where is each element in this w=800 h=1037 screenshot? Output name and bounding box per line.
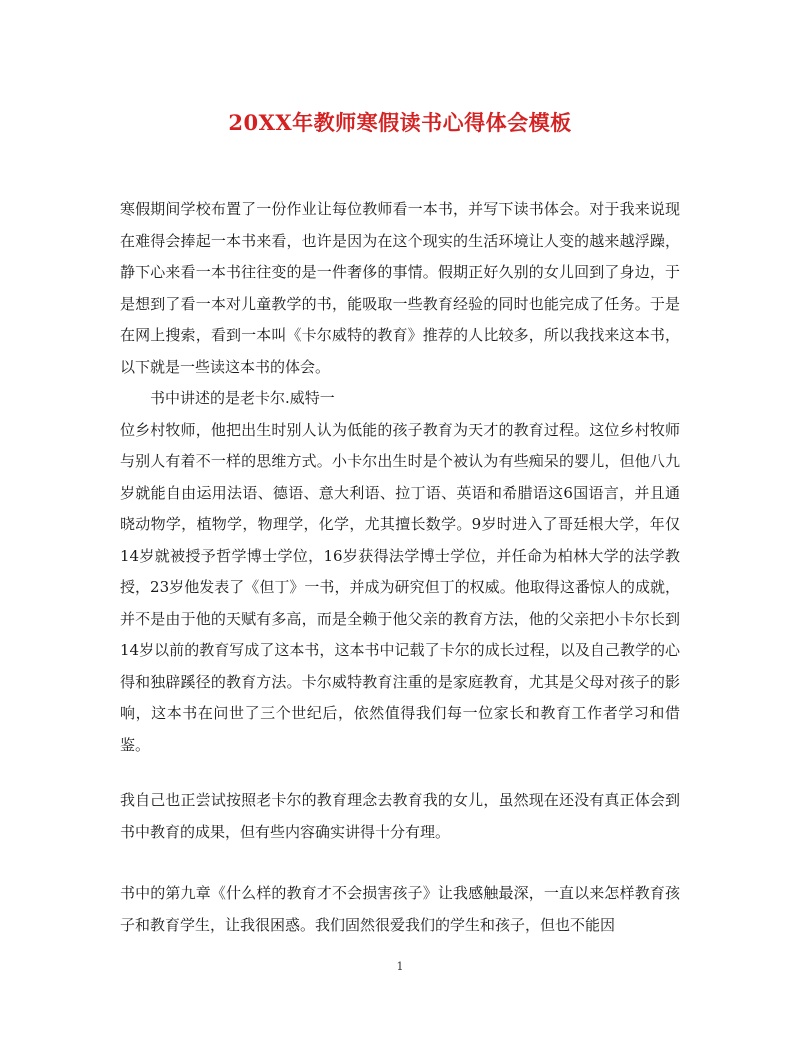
paragraph-1: 寒假期间学校布置了一份作业让每位教师看一本书，并写下读书体会。对于我来说现在难得会捧起一本书来看，也许是因为在这个现实的生活环境让人变的越来越浮躁，静下心来看一本书往往变的是一件奢侈的事情。假期正好久别的女儿回到了身边，于是想到了看一本对儿童教学的书，能吸取一些教育经验的同时也能完成了任务。于是在网上搜索，看到一本叫《卡尔威特的教育》推荐的人比较多，所以我找来这本书，以下就是一些读这本书的体会。 <box>120 200 680 376</box>
document-body <box>120 194 680 941</box>
document-title: 20XX年教师寒假读书心得体会模板 <box>228 110 572 135</box>
paragraph-5: 书中的第九章《什么样的教育才不会损害孩子》让我感触最深，一直以来怎样教育孩子和教育学生，让我很困惑。我们固然很爱我们的学生和孩子，但也不能因 <box>120 884 680 934</box>
paragraph-3: 位乡村牧师，他把出生时别人认为低能的孩子教育为天才的教育过程。这位乡村牧师与别人有着不一样的思维方式。小卡尔出生时是个被认为有些痴呆的婴儿，但他八九岁就能自由运用法语、德语、意大利语、拉丁语、英语和希腊语这6国语言，并且通晓动物学，植物学，物理学，化学，尤其擅长数学。9岁时进入了哥廷根大学，年仅14岁就被授予哲学博士学位，16岁获得法学博士学位，并任命为柏林大学的法学教授，23岁他发表了《但丁》一书，并成为研究但丁的权威。他取得这番惊人的成就，并不是由于他的天赋有多高，而是全赖于他父亲的教育方法，他的父亲把小卡尔长到14岁以前的教育写成了这本书，这本书中记载了卡尔的成长过程，以及自己教学的心得和独辟蹊径的教育方法。卡尔威特教育注重的是家庭教育，尤其是父母对孩子的影响，这本书在问世了三个世纪后，依然值得我们每一位家长和教育工作者学习和借鉴。 <box>120 420 680 754</box>
paragraph-2: 书中讲述的是老卡尔.威特一 <box>150 389 335 407</box>
page-number: 1 <box>396 960 404 973</box>
paragraph-4: 我自己也正尝试按照老卡尔的教育理念去教育我的女儿，虽然现在还没有真正体会到书中教育的成果，但有些内容确实讲得十分有理。 <box>120 791 680 841</box>
